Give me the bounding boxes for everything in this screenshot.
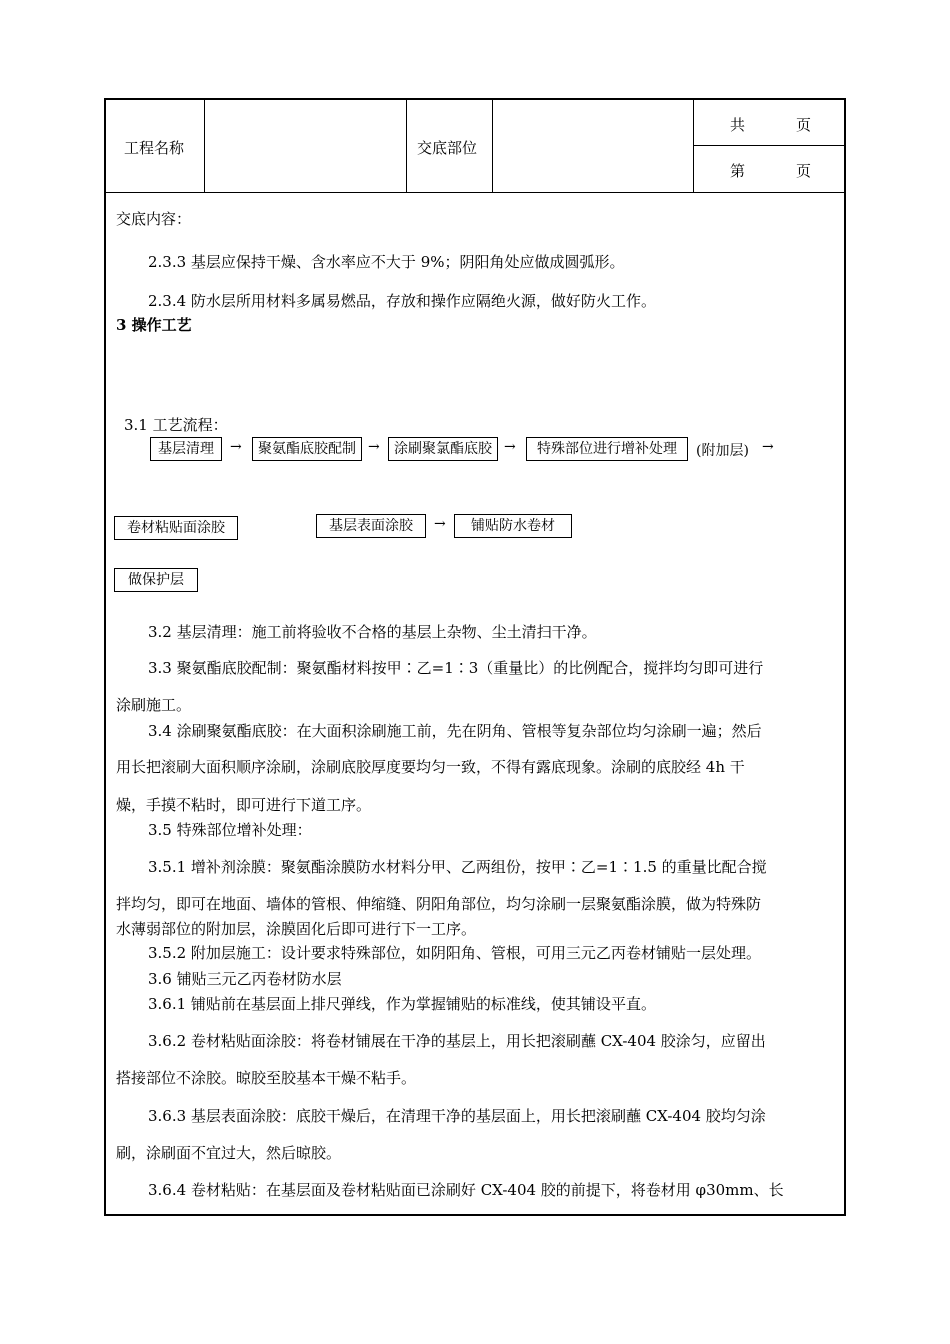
paragraph-3-4-line3: 燥，手摸不粘时，即可进行下道工序。 [116, 796, 372, 814]
paragraph-3-6-3-line1: 3.6.3 基层表面涂胶：底胶干燥后，在清理干净的基层面上，用长把滚刷蘸 CX-404 胶均匀涂 [148, 1107, 766, 1125]
flow-step-base-glue: 基层表面涂胶 [316, 514, 426, 538]
paragraph-3-6-2-line2: 搭接部位不涂胶。晾胶至胶基本干燥不粘手。 [116, 1069, 417, 1087]
total-pages-unit: 页 [796, 116, 812, 134]
paragraph-2-3-3: 2.3.3 基层应保持干燥、含水率应不大于 9%；阴阳角处应做成圆弧形。 [148, 253, 625, 271]
paragraph-3-1: 3.1 工艺流程： [124, 416, 228, 434]
flow-arrow: → [434, 516, 446, 532]
paragraph-3-2: 3.2 基层清理：施工前将验收不合格的基层上杂物、尘土清扫干净。 [148, 623, 597, 641]
paragraph-3-3-line2: 涂刷施工。 [116, 696, 192, 714]
flow-step-protective-layer: 做保护层 [114, 568, 198, 592]
flow-step-membrane-glue: 卷材粘贴面涂胶 [114, 516, 238, 540]
paragraph-3-5-2: 3.5.2 附加层施工：设计要求特殊部位，如阴阳角、管根，可用三元乙丙卷材铺贴一层处理。 [148, 944, 761, 962]
paragraph-3-5-1-line2: 拌均匀，即可在地面、墙体的管根、伸缩缝、阴阳角部位，均匀涂刷一层聚氨酯涂膜，做为特殊防 [116, 895, 762, 913]
page-number-unit: 页 [796, 162, 812, 180]
section-3-heading: 3 操作工艺 [116, 316, 192, 334]
paragraph-3-3-line1: 3.3 聚氨酯底胶配制：聚氨酯材料按甲∶乙=1∶3（重量比）的比例配合，搅拌均匀即可进行 [148, 659, 764, 677]
flow-step-base-cleaning: 基层清理 [150, 437, 222, 461]
intro-label: 交底内容： [116, 210, 192, 228]
paragraph-3-5: 3.5 特殊部位增补处理： [148, 821, 312, 839]
header-divider [693, 100, 694, 192]
document-frame [104, 98, 846, 1216]
flow-arrow: → [762, 439, 774, 455]
flow-step-primer-coat: 涂刷聚氯酯底胶 [388, 437, 498, 461]
page-number-label: 第 [730, 162, 746, 180]
paragraph-3-6: 3.6 铺贴三元乙丙卷材防水层 [148, 970, 342, 988]
header-divider [492, 100, 493, 192]
paragraph-3-6-4-line1: 3.6.4 卷材粘贴：在基层面及卷材粘贴面已涂刷好 CX-404 胶的前提下，将卷材用 φ30mm、长 [148, 1181, 784, 1199]
paragraph-3-6-2-line1: 3.6.2 卷材粘贴面涂胶：将卷材铺展在干净的基层上，用长把滚刷蘸 CX-404 胶涂匀，应留出 [148, 1032, 766, 1050]
paragraph-3-6-1: 3.6.1 铺贴前在基层面上排尺弹线，作为掌握铺贴的标准线，使其铺设平直。 [148, 995, 656, 1013]
paragraph-3-5-1-line1: 3.5.1 增补剂涂膜：聚氨酯涂膜防水材料分甲、乙两组份，按甲∶乙=1∶1.5 的重量比配合搅 [148, 858, 767, 876]
paragraph-3-4-line1: 3.4 涂刷聚氨酯底胶：在大面积涂刷施工前，先在阴角、管根等复杂部位均匀涂刷一遍；然后 [148, 722, 762, 740]
flow-arrow: → [368, 439, 380, 455]
paragraph-3-4-line2: 用长把滚刷大面积顺序涂刷，涂刷底胶厚度要均匀一致，不得有露底现象。涂刷的底胶经 4h 干 [116, 758, 745, 776]
header-divider [204, 100, 205, 192]
header-divider [693, 145, 844, 146]
paragraph-2-3-4: 2.3.4 防水层所用材料多属易燃品，存放和操作应隔绝火源，做好防火工作。 [148, 292, 656, 310]
total-pages-label: 共 [730, 116, 746, 134]
header-table [106, 100, 844, 193]
flow-step-lay-membrane: 铺贴防水卷材 [454, 514, 572, 538]
flow-step-note: (附加层) [696, 443, 749, 459]
flow-step-primer-mix: 聚氨酯底胶配制 [252, 437, 362, 461]
flow-arrow: → [230, 439, 242, 455]
flow-step-special-reinforce: 特殊部位进行增补处理 [526, 437, 688, 461]
flow-arrow: → [504, 439, 516, 455]
part-label: 交底部位 [417, 139, 478, 157]
paragraph-3-6-3-line2: 刷，涂刷面不宜过大，然后晾胶。 [116, 1144, 342, 1162]
header-divider [406, 100, 407, 192]
project-name-label: 工程名称 [124, 139, 185, 157]
paragraph-3-5-1-line3: 水薄弱部位的附加层，涂膜固化后即可进行下一工序。 [116, 920, 477, 938]
